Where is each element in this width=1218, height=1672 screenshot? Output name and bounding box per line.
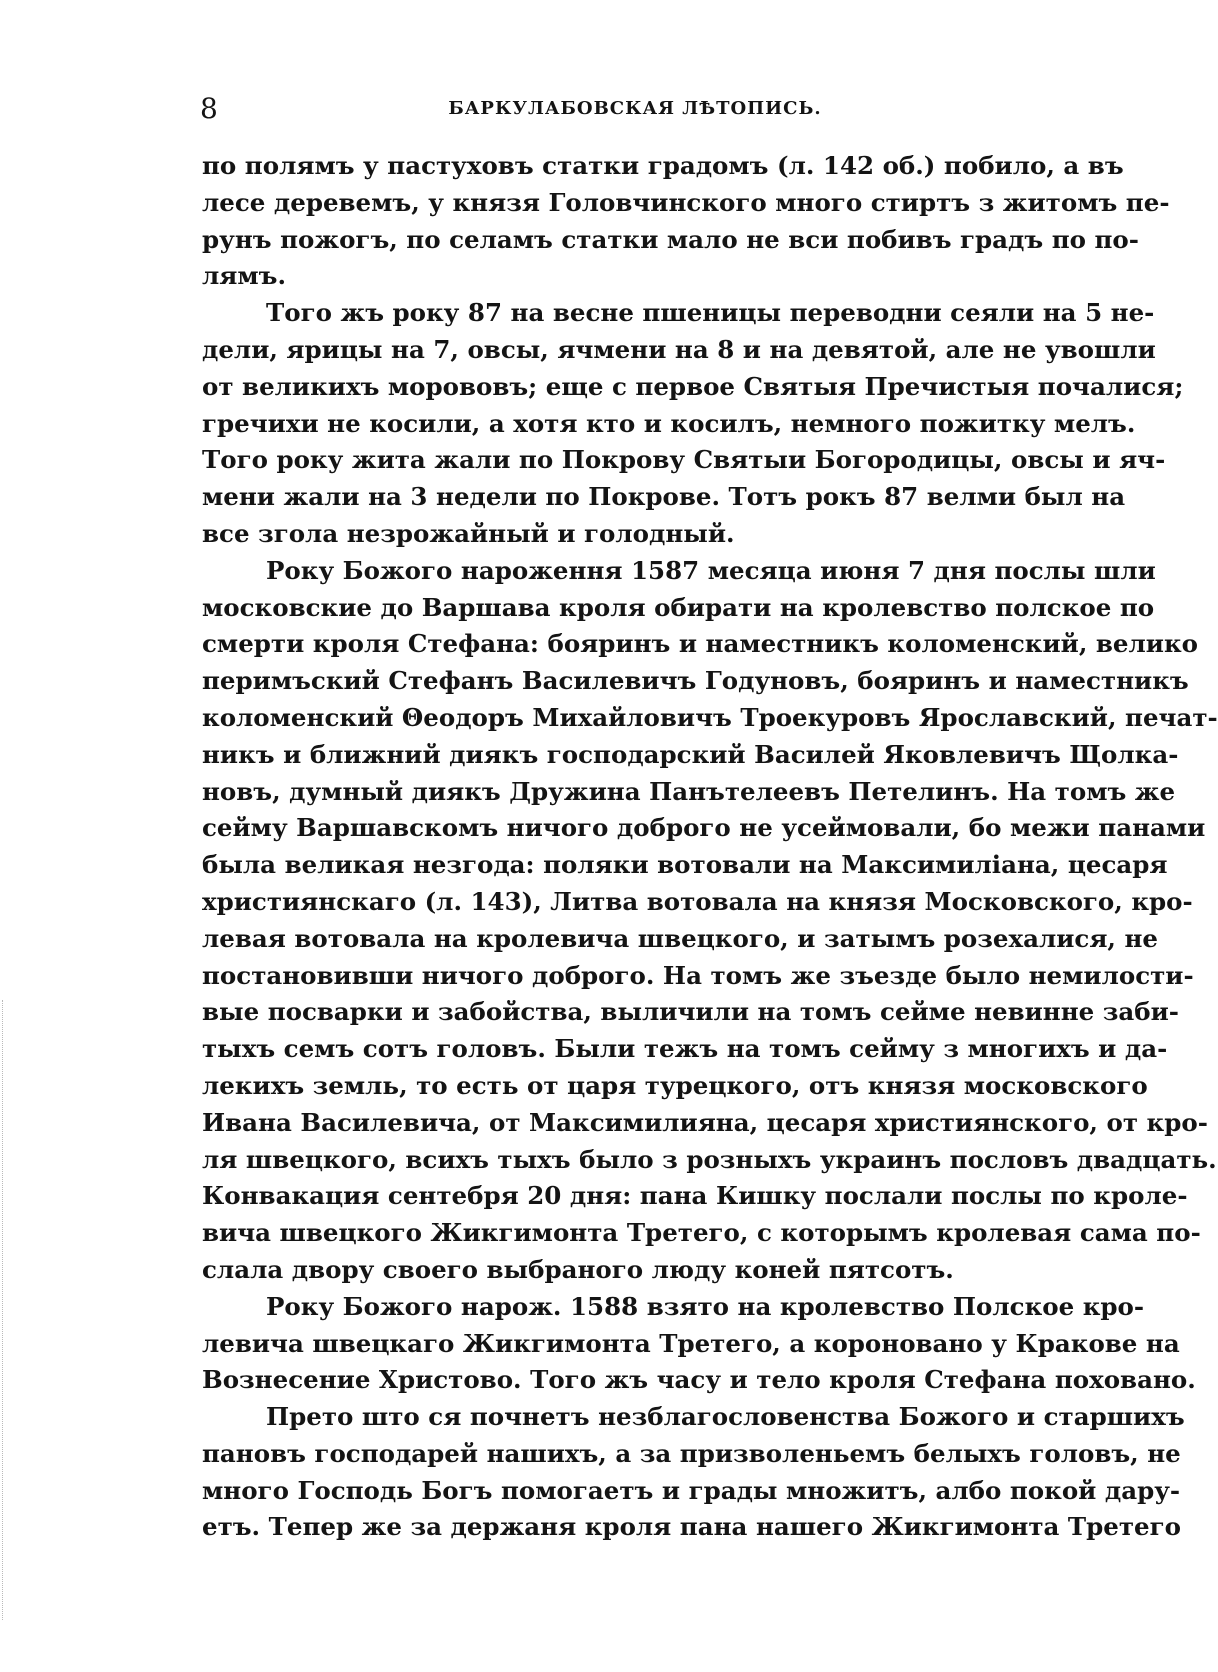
text-line: много Господь Богъ помогаетъ и грады множитъ, албо покой дару- xyxy=(202,1475,1181,1505)
text-line: Року Божого нарож. 1588 взято на кролевство Полское кро- xyxy=(266,1291,1145,1321)
text-line: вые посварки и забойства, выличили на томъ сейме невинне заби- xyxy=(202,997,1179,1027)
text-line: Вознесение Христово. Того жъ часу и тело кроля Стефана поховано. xyxy=(202,1365,1196,1395)
text-line: Того року жита жали по Покрову Святыи Богородицы, овсы и яч- xyxy=(202,445,1166,475)
body-text xyxy=(202,148,1218,1546)
text-line: Того жъ року 87 на весне пшеницы переводни сеяли на 5 не- xyxy=(266,298,1155,328)
text-line: Року Божого нароження 1587 месяца июня 7 дня послы шли xyxy=(266,555,1156,585)
text-line: Конвакация сентебря 20 дня: пана Кишку послали послы по кроле- xyxy=(202,1181,1188,1211)
text-line: московские до Варшава кроля обирати на кролевство полское по xyxy=(202,592,1155,622)
page-number: 8 xyxy=(200,92,218,125)
running-title: БАРКУЛАБОВСКАЯ ЛѢТОПИСЬ. xyxy=(448,98,822,119)
text-line: была великая незгода: поляки вотовали на Максимиліана, цесаря xyxy=(202,850,1168,880)
text-line: левая вотовала на кролевича швецкого, и затымъ розехалися, не xyxy=(202,923,1159,953)
text-line: левича швецкаго Жикгимонта Третего, а короновано у Кракове на xyxy=(202,1328,1180,1358)
text-line: по полямъ у пастуховъ статки градомъ (л. 142 об.) побило, а въ xyxy=(202,151,1124,180)
text-line: рунъ пожогъ, по селамъ статки мало не вси побивъ градъ по по- xyxy=(202,224,1139,254)
text-line: Прето што ся почнетъ незблагословенства Божого и старшихъ xyxy=(266,1402,1185,1432)
text-line: ля швецкого, всихъ тыхъ было з розныхъ украинъ пословъ двадцать. xyxy=(202,1144,1217,1174)
text-line: етъ. Тепер же за держаня кроля пана нашего Жикгимонта Третего xyxy=(202,1512,1181,1542)
text-line: все згола незрожайный и голодный. xyxy=(202,518,735,548)
text-line: лекихъ земль, то есть от царя турецкого, отъ князя московского xyxy=(202,1070,1148,1100)
text-line: дели, ярицы на 7, овсы, ячмени на 8 и на девятой, але не увошли xyxy=(202,334,1156,364)
margin-scan-artifact xyxy=(2,1000,4,1620)
text-line: сейму Варшавскомъ ничого доброго не усеймовали, бо межи панами xyxy=(202,813,1206,843)
text-line: пановъ господарей нашихъ, а за призволеньемъ белыхъ головъ, не xyxy=(202,1438,1181,1468)
page-header xyxy=(200,92,1070,126)
text-line: новъ, думный диякъ Дружина Панътелеевъ Петелинъ. На томъ же xyxy=(202,776,1176,806)
text-line: Ивана Василевича, от Максимилияна, цесаря християнского, от кро- xyxy=(202,1107,1208,1137)
text-line: слала двору своего выбраного люду коней пятсотъ. xyxy=(202,1254,954,1284)
text-line: смерти кроля Стефана: бояринъ и наместникъ коломенский, велико xyxy=(202,629,1198,659)
text-line: постановивши ничого доброго. На томъ же зъезде было немилости- xyxy=(202,960,1194,990)
text-line: перимъский Стефанъ Василевичъ Годуновъ, бояринъ и наместникъ xyxy=(202,666,1189,696)
text-line: никъ и ближний диякъ господарский Василей Яковлевичъ Щолка- xyxy=(202,739,1179,769)
text-line: коломенский Θеодоръ Михайловичъ Троекуровъ Ярославский, печат- xyxy=(202,702,1218,732)
text-line: християнскаго (л. 143), Литва вотовала на князя Московского, кро- xyxy=(202,886,1193,916)
text-line: мени жали на 3 недели по Покрове. Тотъ рокъ 87 велми был на xyxy=(202,482,1126,512)
text-line: вича швецкого Жикгимонта Третего, с которымъ кролевая сама по- xyxy=(202,1218,1201,1248)
text-line: гречихи не косили, а хотя кто и косилъ, немного пожитку мелъ. xyxy=(202,408,1136,438)
text-line: лямъ. xyxy=(202,261,286,291)
text-line: тыхъ семъ сотъ головъ. Были тежъ на томъ сейму з многихъ и да- xyxy=(202,1034,1168,1064)
text-line: лесе деревемъ, у князя Головчинского много стиртъ з житомъ пе- xyxy=(202,187,1170,217)
text-line: от великихъ морововъ; еще с первое Святыя Пречистыя почалися; xyxy=(202,371,1184,401)
